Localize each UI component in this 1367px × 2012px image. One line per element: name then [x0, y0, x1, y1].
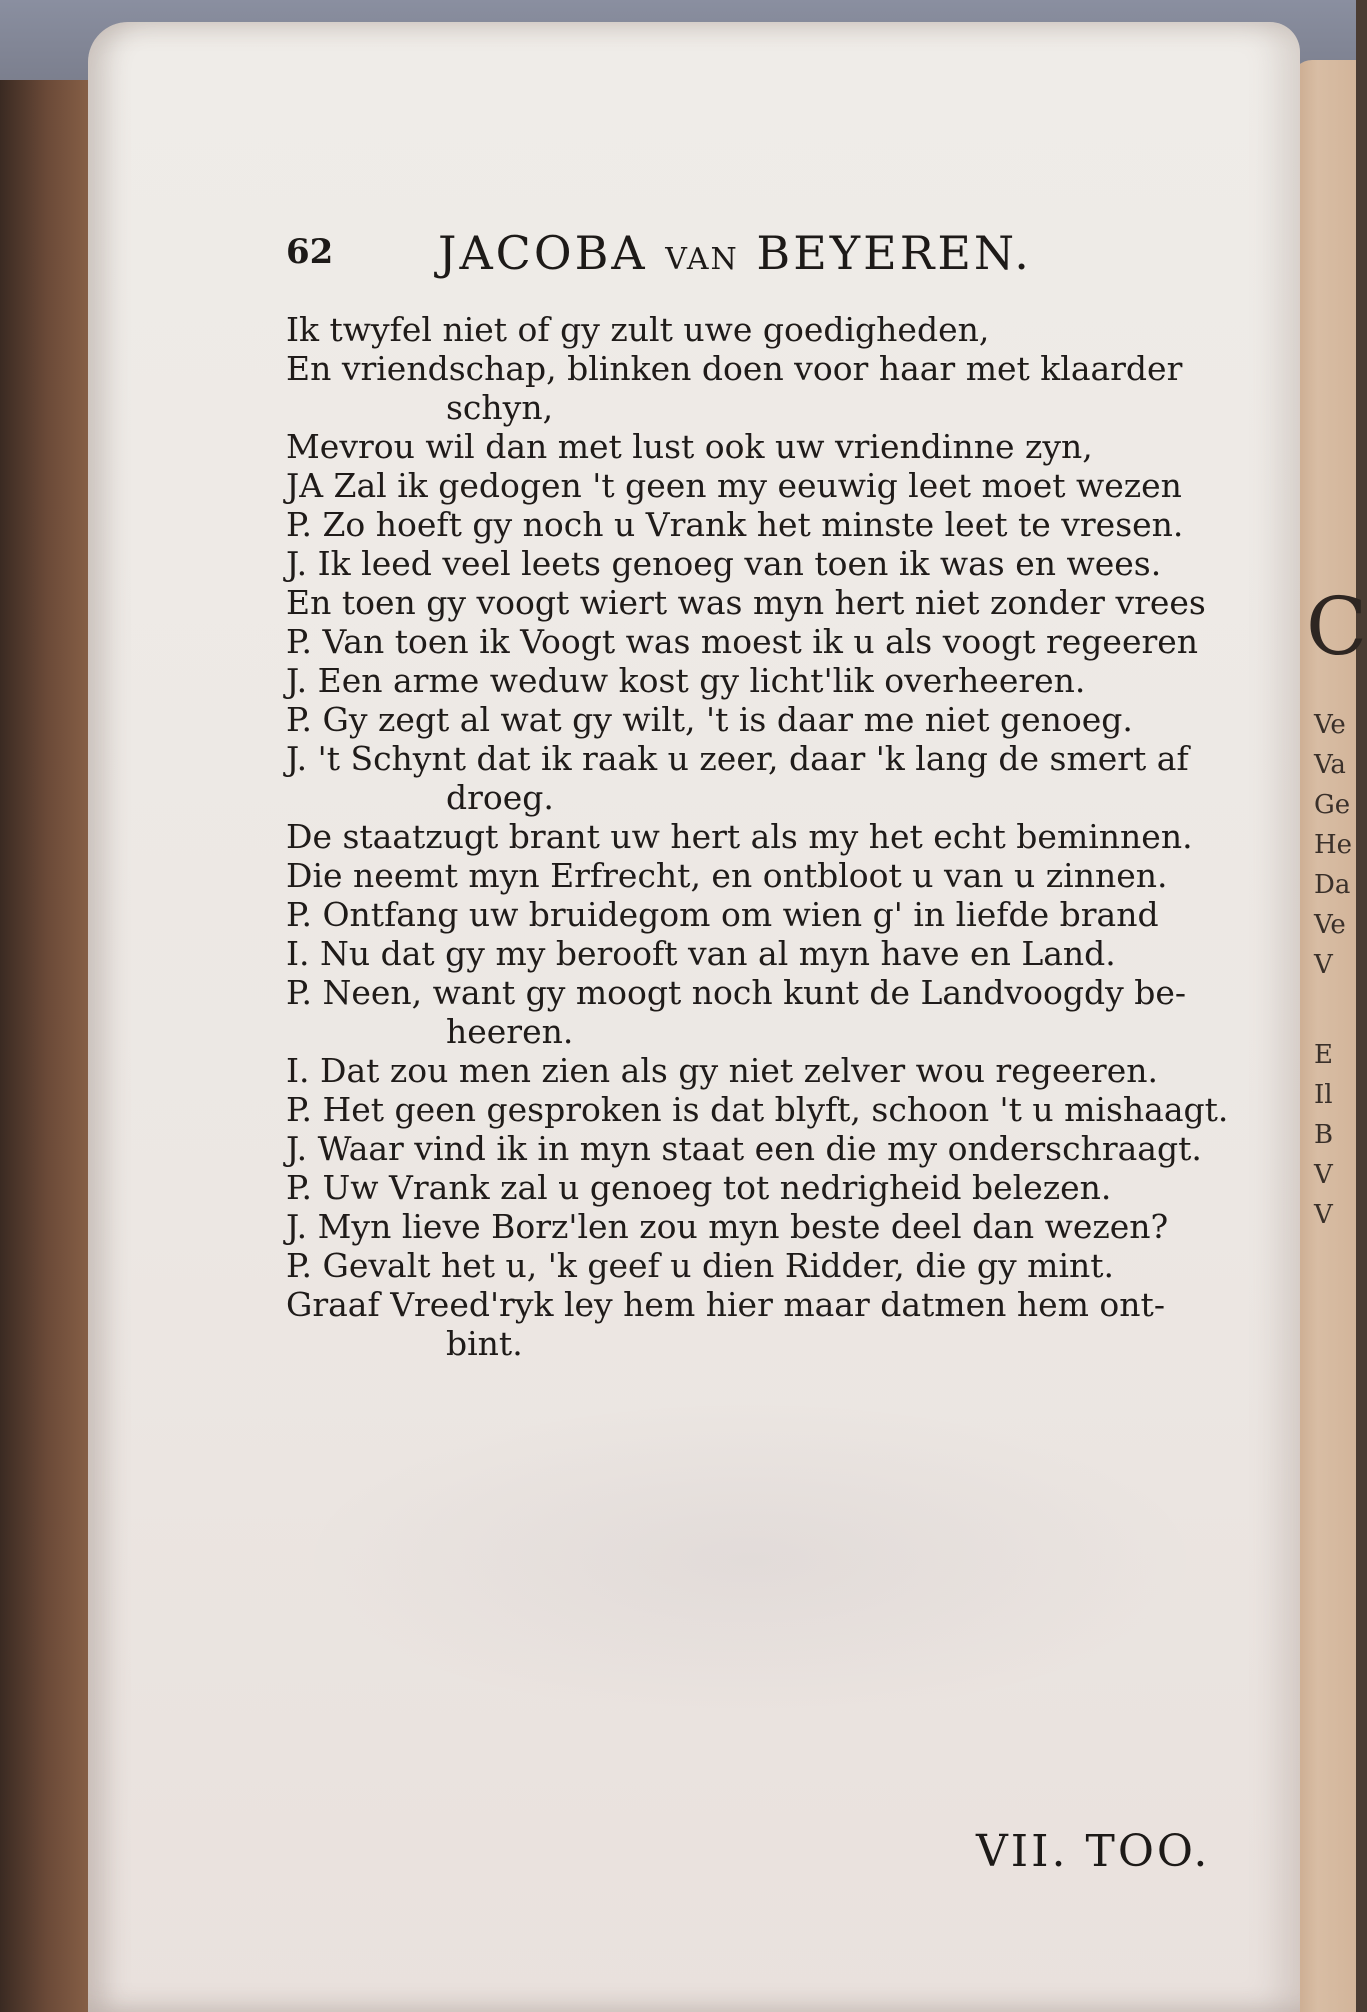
facing-page-fragment: E [1314, 1040, 1333, 1070]
facing-page-fragment: V [1314, 1200, 1333, 1230]
facing-page-edge [1292, 60, 1367, 2012]
running-title-part: BEYEREN. [756, 226, 1032, 280]
page-number: 62 [286, 232, 334, 272]
verse-line: heeren. [446, 1012, 574, 1051]
verse-line: J. Waar vind ik in myn staat een die my onderschraagt. [286, 1129, 1202, 1168]
facing-page-fragment: Da [1314, 870, 1351, 900]
running-title-part: JACOBA [438, 226, 648, 280]
facing-page-fragment: Il [1314, 1080, 1333, 1110]
verse-line: J. Ik leed veel leets genoeg van toen ik was en wees. [286, 544, 1162, 583]
verse-line: P. Neen, want gy moogt noch kunt de Landvoogdy be- [286, 973, 1187, 1012]
book-spine [0, 80, 95, 2012]
verse-text-block [286, 310, 1286, 1363]
verse-line: P. Ontfang uw bruidegom om wien g' in liefde brand [286, 895, 1159, 934]
verse-line: Mevrou wil dan met lust ook uw vriendinne zyn, [286, 427, 1093, 466]
facing-page-fragment: Ge [1314, 790, 1351, 820]
verse-line: I. Nu dat gy my berooft van al myn have en Land. [286, 934, 1116, 973]
verse-line: JA Zal ik gedogen 't geen my eeuwig leet moet wezen [286, 466, 1182, 505]
facing-page-fragment: B [1314, 1120, 1334, 1150]
verse-line: En vriendschap, blinken doen voor haar met klaarder [286, 349, 1183, 388]
page-header [286, 226, 1146, 286]
verse-line: bint. [446, 1324, 523, 1363]
verse-line: J. 't Schynt dat ik raak u zeer, daar 'k lang de smert af [286, 739, 1189, 778]
verse-line: droeg. [446, 778, 554, 817]
catchword: VII. TOO. [976, 1826, 1211, 1877]
running-title [438, 226, 1032, 280]
running-title-part: VAN [665, 242, 739, 277]
verse-line: P. Van toen ik Voogt was moest ik u als voogt regeeren [286, 622, 1199, 661]
facing-page-fragment: Va [1314, 750, 1346, 780]
verse-line: De staatzugt brant uw hert als my het echt beminnen. [286, 817, 1193, 856]
verse-line: P. Uw Vrank zal u genoeg tot nedrigheid belezen. [286, 1168, 1112, 1207]
verse-line: Ik twyfel niet of gy zult uwe goedigheden, [286, 310, 990, 349]
facing-page-fragment: Ve [1314, 910, 1346, 940]
verse-line: En toen gy voogt wiert was myn hert niet zonder vrees [286, 583, 1206, 622]
verse-line: P. Gevalt het u, 'k geef u dien Ridder, die gy mint. [286, 1246, 1115, 1285]
verse-line: J. Een arme weduw kost gy licht'lik overheeren. [286, 661, 1086, 700]
facing-page-fragment: He [1314, 830, 1353, 860]
verse-line: P. Zo hoeft gy noch u Vrank het minste leet te vresen. [286, 505, 1184, 544]
verse-line: I. Dat zou men zien als gy niet zelver wou regeeren. [286, 1051, 1158, 1090]
verse-line: Die neemt myn Erfrecht, en ontbloot u van u zinnen. [286, 856, 1168, 895]
show-through-text [300, 1400, 1200, 1720]
facing-page-fragment: Ve [1314, 710, 1346, 740]
verse-line: P. Het geen gesproken is dat blyft, schoon 't u mishaagt. [286, 1090, 1229, 1129]
facing-page-initial: C [1306, 580, 1367, 673]
verse-line: schyn, [446, 388, 554, 427]
verse-line: J. Myn lieve Borz'len zou myn beste deel dan wezen? [286, 1207, 1169, 1246]
verse-line: Graaf Vreed'ryk ley hem hier maar datmen hem ont- [286, 1285, 1165, 1324]
verse-line: P. Gy zegt al wat gy wilt, 't is daar me niet genoeg. [286, 700, 1133, 739]
facing-page-fragment: V [1314, 950, 1333, 980]
facing-page-fragment: V [1314, 1160, 1333, 1190]
